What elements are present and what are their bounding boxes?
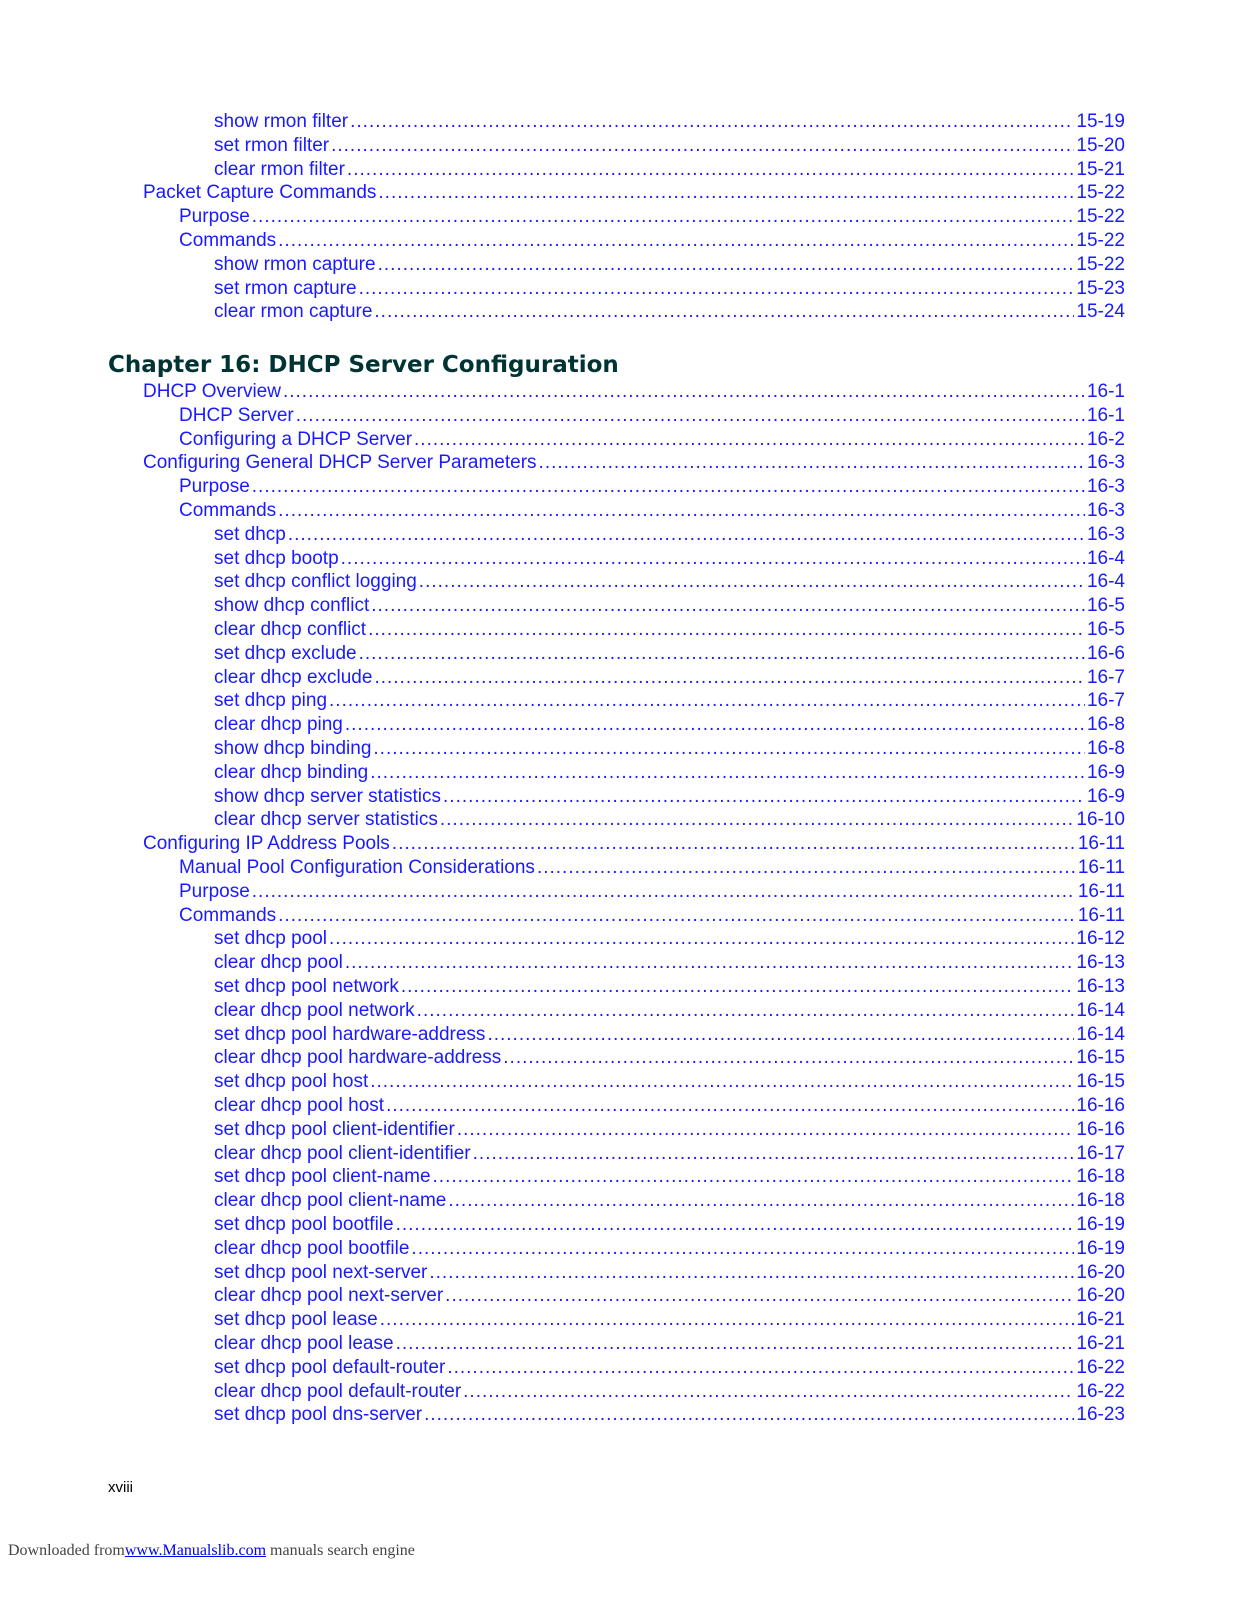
toc-entry-label: clear rmon filter [214,158,345,180]
toc-entry-label: Configuring IP Address Pools [143,833,390,855]
toc-entry-page: 16-5 [1086,595,1125,617]
toc-entry[interactable] [214,570,1125,594]
toc-dot-leader [443,785,1085,809]
toc-dot-leader [278,229,1074,253]
toc-entry[interactable] [214,927,1125,951]
toc-entry[interactable] [179,904,1125,928]
toc-entry-label: set rmon filter [214,134,330,156]
toc-dot-leader [374,300,1074,324]
toc-entry-page: 16-9 [1086,785,1125,807]
toc-entry[interactable] [214,1213,1125,1237]
toc-entry-label: clear dhcp pool next-server [214,1285,444,1307]
toc-entry-label: Manual Pool Configuration Considerations [179,857,535,878]
toc-entry-page: 15-21 [1076,158,1125,180]
toc-entry-page: 16-3 [1086,523,1125,545]
toc-entry-page: 16-8 [1086,714,1125,736]
toc-entry-label: clear dhcp conflict [214,619,367,640]
toc-entry[interactable] [214,666,1125,690]
toc-dot-leader [396,1213,1075,1237]
toc-dot-leader [371,594,1085,618]
toc-entry-label: clear dhcp pool client-identifier [214,1142,471,1164]
toc-entry[interactable] [214,737,1125,761]
toc-dot-leader [350,110,1074,134]
toc-entry-label: show rmon capture [214,253,376,275]
toc-entry-label: Purpose [179,880,250,902]
toc-entry[interactable] [214,1118,1125,1142]
toc-dot-leader [331,134,1074,158]
toc-entry[interactable] [214,134,1125,158]
toc-entry-page: 16-1 [1086,381,1125,402]
toc-entry-page: 16-7 [1086,666,1125,688]
toc-entry[interactable] [214,594,1125,618]
toc-entry-page: 15-22 [1076,230,1125,251]
toc-dot-leader [417,999,1075,1023]
toc-entry[interactable] [143,451,1125,475]
toc-entry-label: set dhcp pool host [214,1071,369,1093]
toc-dot-leader [457,1118,1075,1142]
toc-dot-leader [386,1094,1074,1118]
toc-dot-leader [329,689,1085,713]
toc-entry-page: 16-14 [1076,1023,1125,1045]
toc-entry-label: Commands [179,500,277,521]
toc-entry[interactable] [214,1165,1125,1189]
toc-entry-page: 15-22 [1076,182,1125,204]
toc-entry-page: 16-15 [1076,1071,1125,1093]
toc-entry-label: set dhcp pool network [214,976,399,997]
toc-dot-leader [392,832,1076,856]
toc-dot-leader [252,205,1075,229]
toc-entry-page: 16-3 [1086,452,1125,474]
toc-entry[interactable] [214,689,1125,713]
manualslib-link[interactable]: www.Manualslib.com [124,1542,267,1559]
toc-dot-leader [283,380,1085,404]
toc-dot-leader [296,404,1085,428]
toc-entry-label: Purpose [179,206,250,228]
toc-entry[interactable] [214,523,1125,547]
toc-entry-page: 16-13 [1076,952,1125,974]
toc-entry-page: 16-23 [1076,1404,1125,1426]
toc-entry-page: 16-5 [1086,619,1125,640]
toc-entry[interactable] [214,110,1125,134]
toc-dot-leader [345,951,1075,975]
toc-entry-label: clear dhcp pool network [214,999,415,1021]
toc-entry-label: set dhcp pool next-server [214,1261,428,1283]
toc-entry-page: 16-11 [1077,880,1125,902]
toc-dot-leader [445,1284,1074,1308]
toc-entry-label: set dhcp pool hardware-address [214,1023,486,1045]
toc-entry-page: 16-8 [1086,738,1125,759]
toc-entry-page: 16-22 [1076,1380,1125,1402]
toc-entry-label: set rmon capture [214,277,357,299]
toc-dot-leader [278,499,1085,523]
toc-entry[interactable] [143,181,1125,205]
toc-entry[interactable] [179,499,1125,523]
toc-entry-label: clear dhcp exclude [214,666,373,688]
toc-dot-leader [440,808,1075,832]
toc-entry-label: clear rmon capture [214,301,373,323]
toc-entry[interactable] [214,1094,1125,1118]
toc-entry[interactable] [179,475,1125,499]
toc-entry-page: 16-7 [1086,690,1125,712]
download-footer [8,1542,415,1560]
toc-entry[interactable] [179,880,1125,904]
toc-entry[interactable] [214,1237,1125,1261]
footer-suffix: manuals search engine [266,1542,415,1559]
toc-dot-leader [447,1356,1074,1380]
toc-entry-page: 16-10 [1076,809,1125,831]
toc-entry[interactable] [179,428,1125,452]
toc-dot-leader [252,880,1076,904]
toc-entry[interactable] [214,999,1125,1023]
toc-entry[interactable] [214,1046,1125,1070]
toc-entry[interactable] [179,404,1125,428]
toc-dot-leader [347,158,1074,182]
toc-entry-page: 15-22 [1076,253,1125,275]
toc-entry[interactable] [214,1070,1125,1094]
toc-entry-label: Configuring General DHCP Server Parameters [143,452,537,474]
toc-dot-leader [374,666,1085,690]
toc-entry-label: clear dhcp binding [214,761,369,783]
toc-entry-page: 16-22 [1076,1356,1125,1378]
toc-entry-page: 16-13 [1076,976,1125,997]
toc-entry-page: 16-3 [1086,476,1125,498]
toc-entry[interactable] [214,642,1125,666]
toc-entry[interactable] [214,1261,1125,1285]
toc-dot-leader [429,1261,1074,1285]
toc-entry-label: Purpose [179,476,250,498]
toc-entry[interactable] [179,229,1125,253]
toc-dot-leader [359,277,1075,301]
toc-entry[interactable] [214,1189,1125,1213]
toc-entry[interactable] [214,713,1125,737]
toc-entry-label: Commands [179,904,277,926]
toc-entry-page: 16-6 [1086,642,1125,664]
toc-entry-label: set dhcp ping [214,690,328,712]
toc-entry-label: show rmon filter [214,111,349,132]
toc-entry-page: 16-14 [1076,999,1125,1021]
toc-entry[interactable] [214,1023,1125,1047]
toc-entry-label: clear dhcp pool hardware-address [214,1047,502,1069]
page-number: xviii [108,1479,133,1496]
toc-entry-label: Commands [179,230,277,251]
toc-entry[interactable] [214,808,1125,832]
toc-entry-page: 16-16 [1076,1118,1125,1140]
toc-entry-page: 16-19 [1076,1214,1125,1235]
toc-entry-label: Configuring a DHCP Server [179,428,413,450]
toc-dot-leader [368,618,1085,642]
toc-entry[interactable] [214,1403,1125,1427]
toc-entry-page: 16-11 [1077,857,1125,878]
toc-dot-leader [473,1142,1075,1166]
toc-entry-page: 16-15 [1076,1047,1125,1069]
toc-dot-leader [503,1046,1074,1070]
chapter-title: Chapter 16: DHCP Server Configuration [108,352,619,378]
toc-dot-leader [370,1070,1074,1094]
toc-entry-label: clear dhcp pool [214,952,343,974]
toc-entry-page: 16-1 [1086,404,1125,426]
toc-entry-label: DHCP Server [179,404,294,426]
toc-dot-leader [370,761,1085,785]
toc-entry[interactable] [143,832,1125,856]
toc-dot-leader [329,927,1074,951]
toc-dot-leader [539,451,1085,475]
toc-entry-label: set dhcp pool lease [214,1309,378,1331]
toc-entry-page: 16-20 [1076,1261,1125,1283]
toc-dot-leader [463,1380,1074,1404]
toc-entry-label: set dhcp [214,523,286,545]
toc-entry-page: 15-23 [1076,277,1125,299]
toc-entry-page: 15-19 [1076,111,1125,132]
toc-dot-leader [380,1308,1075,1332]
toc-entry-label: DHCP Overview [143,381,281,402]
toc-entry-label: set dhcp pool client-name [214,1166,431,1188]
toc-entry[interactable] [214,761,1125,785]
toc-entry[interactable] [214,277,1125,301]
toc-dot-leader [373,737,1085,761]
toc-dot-leader [359,642,1085,666]
toc-entry-label: set dhcp pool [214,928,328,950]
toc-entry[interactable] [214,975,1125,999]
toc-entry-label: show dhcp binding [214,738,372,759]
toc-entry[interactable] [214,1332,1125,1356]
toc-entry-label: set dhcp pool default-router [214,1356,446,1378]
toc-dot-leader [278,904,1076,928]
toc-entry-page: 16-11 [1077,904,1125,926]
toc-dot-leader [411,1237,1074,1261]
toc-entry-page: 16-18 [1076,1190,1125,1212]
toc-dot-leader [288,523,1085,547]
toc-entry-page: 16-12 [1076,928,1125,950]
toc-dot-leader [345,713,1085,737]
toc-dot-leader [396,1332,1075,1356]
toc-entry-page: 16-16 [1076,1095,1125,1116]
toc-entry-page: 16-20 [1076,1285,1125,1307]
toc-entry-label: clear dhcp pool bootfile [214,1237,410,1259]
toc-entry-page: 16-21 [1076,1333,1125,1354]
toc-entry-page: 16-9 [1086,761,1125,783]
toc-dot-leader [341,547,1085,571]
toc-dot-leader [419,570,1085,594]
toc-dot-leader [401,975,1075,999]
toc-entry-label: show dhcp server statistics [214,785,442,807]
toc-entry-label: show dhcp conflict [214,595,370,617]
footer-prefix: Downloaded from [8,1542,125,1559]
toc-entry-label: set dhcp exclude [214,642,357,664]
toc-entry[interactable] [214,253,1125,277]
toc-entry[interactable] [179,205,1125,229]
toc-entry-label: clear dhcp pool host [214,1095,385,1116]
toc-entry[interactable] [214,547,1125,571]
toc-entry[interactable] [214,1380,1125,1404]
toc-entry-page: 16-4 [1086,547,1125,569]
toc-entry[interactable] [214,1356,1125,1380]
toc-entry[interactable] [214,1142,1125,1166]
toc-entry-label: set dhcp pool bootfile [214,1214,394,1235]
toc-entry-page: 15-22 [1076,206,1125,228]
toc-entry-page: 15-24 [1076,301,1125,323]
toc-entry-page: 16-11 [1077,833,1125,855]
toc-entry-label: clear dhcp pool client-name [214,1190,447,1212]
toc-dot-leader [378,253,1075,277]
toc-dot-leader [487,1023,1074,1047]
toc-entry[interactable] [179,856,1125,880]
toc-entry-page: 16-21 [1076,1309,1125,1331]
toc-entry-page: 15-20 [1076,134,1125,156]
toc-entry[interactable] [214,785,1125,809]
toc-entry-page: 16-3 [1086,500,1125,521]
toc-dot-leader [433,1165,1075,1189]
toc-dot-leader [378,181,1074,205]
toc-entry-page: 16-19 [1076,1237,1125,1259]
toc-entry[interactable] [214,158,1125,182]
toc-entry-label: clear dhcp server statistics [214,809,438,831]
toc-entry-label: Packet Capture Commands [143,182,377,204]
toc-entry[interactable] [214,618,1125,642]
toc-entry-label: set dhcp conflict logging [214,571,417,593]
toc-entry[interactable] [214,1308,1125,1332]
toc-dot-leader [252,475,1085,499]
toc-entry-page: 16-2 [1086,428,1125,450]
toc-dot-leader [537,856,1076,880]
toc-entry-page: 16-17 [1076,1142,1125,1164]
toc-entry[interactable] [214,1284,1125,1308]
toc-entry-page: 16-18 [1076,1166,1125,1188]
toc-entry[interactable] [214,951,1125,975]
toc-dot-leader [424,1403,1074,1427]
toc-dot-leader [414,428,1085,452]
toc-entry-label: set dhcp bootp [214,547,339,569]
toc-entry-label: set dhcp pool client-identifier [214,1118,455,1140]
toc-dot-leader [448,1189,1074,1213]
toc-entry-label: set dhcp pool dns-server [214,1404,423,1426]
toc-entry[interactable] [214,300,1125,324]
toc-entry-label: clear dhcp pool lease [214,1333,394,1354]
toc-entry[interactable] [143,380,1125,404]
toc-entry-page: 16-4 [1086,571,1125,593]
toc-entry-label: clear dhcp ping [214,714,343,736]
toc-entry-label: clear dhcp pool default-router [214,1380,462,1402]
